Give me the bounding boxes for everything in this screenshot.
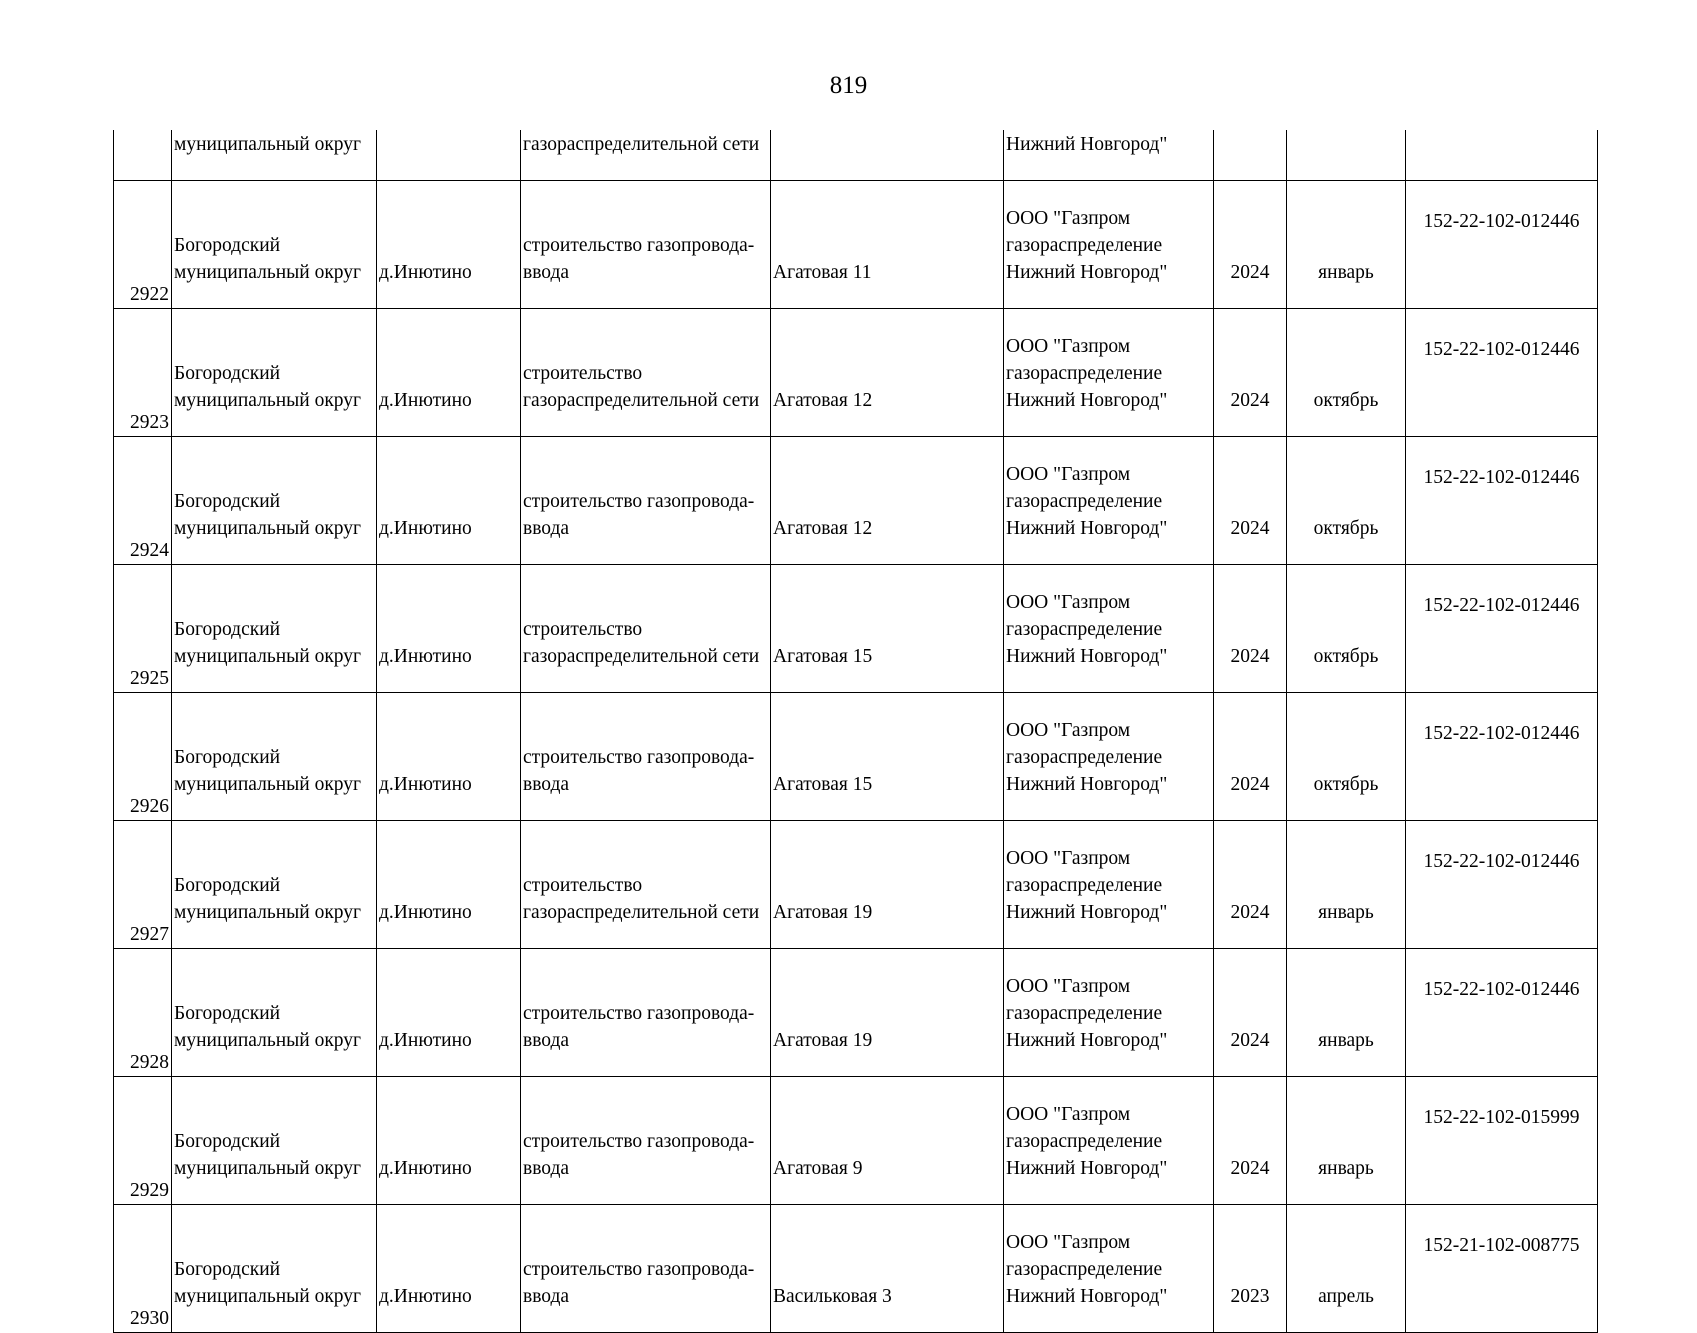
address: Агатовая 12	[773, 518, 873, 539]
month: октябрь	[1313, 518, 1379, 539]
cell-num	[114, 1205, 172, 1333]
locality: д.Инютино	[379, 518, 472, 539]
cell-operator	[1004, 821, 1214, 949]
cell-code	[1406, 949, 1598, 1077]
cell-operator	[1004, 949, 1214, 1077]
cell-num	[114, 309, 172, 437]
registry-code: 152-22-102-012446	[1423, 595, 1580, 616]
registry-code: 152-22-102-012446	[1423, 339, 1580, 360]
cell-month	[1287, 309, 1406, 437]
cell-num	[114, 130, 172, 181]
work-line-1: строительство газопровода-	[523, 491, 755, 512]
work-line-1: строительство газопровода-	[523, 1003, 755, 1024]
district-line-1: Богородский	[174, 1259, 281, 1280]
cell-work	[521, 693, 771, 821]
cell-operator: Нижний Новгород"	[1004, 130, 1214, 181]
locality: д.Инютино	[379, 902, 472, 923]
cell-address	[771, 565, 1004, 693]
year: 2024	[1230, 518, 1270, 539]
district-line-1: Богородский	[174, 363, 281, 384]
page-number: 819	[829, 72, 868, 99]
cell-district	[172, 181, 377, 309]
cell-district	[172, 949, 377, 1077]
locality: д.Инютино	[379, 646, 472, 667]
cell-district	[172, 1077, 377, 1205]
table-row	[114, 1205, 1598, 1333]
cell-work	[521, 1205, 771, 1333]
row-number: 2926	[130, 796, 169, 817]
registry-code: 152-21-102-008775	[1423, 1235, 1580, 1256]
cell-code	[1406, 181, 1598, 309]
cell-work: газораспределительной сети	[521, 130, 771, 181]
cell-work	[521, 181, 771, 309]
cell-code	[1406, 1205, 1598, 1333]
cell-year	[1214, 130, 1287, 181]
row-number: 2924	[130, 540, 169, 561]
cell-locality	[377, 309, 521, 437]
registry-table	[113, 130, 1598, 1333]
operator-line-1: ООО "Газпром	[1006, 1232, 1131, 1253]
year: 2024	[1230, 902, 1270, 923]
district-line-2: муниципальный округ	[174, 518, 362, 539]
work-line-2: ввода	[523, 262, 570, 283]
cell-district	[172, 693, 377, 821]
work-line-1: строительство газопровода-	[523, 235, 755, 256]
continuation-row	[114, 130, 1598, 181]
cell-address	[771, 821, 1004, 949]
cell-year	[1214, 309, 1287, 437]
locality: д.Инютино	[379, 1030, 472, 1051]
cell-operator	[1004, 1205, 1214, 1333]
cell-address	[771, 181, 1004, 309]
registry-code: 152-22-102-012446	[1423, 851, 1580, 872]
registry-code: 152-22-102-012446	[1423, 467, 1580, 488]
cell-operator	[1004, 565, 1214, 693]
cell-year	[1214, 565, 1287, 693]
district-line-2: муниципальный округ	[174, 902, 362, 923]
registry-code: 152-22-102-015999	[1423, 1107, 1580, 1128]
operator-line-3: Нижний Новгород"	[1006, 774, 1168, 795]
year: 2024	[1230, 262, 1270, 283]
cell-locality	[377, 565, 521, 693]
row-number: 2923	[130, 412, 169, 433]
cell-code	[1406, 1077, 1598, 1205]
cell-num	[114, 821, 172, 949]
cell-district	[172, 309, 377, 437]
year: 2024	[1230, 646, 1270, 667]
work-line-2: газораспределительной сети	[523, 902, 760, 923]
month: январь	[1318, 262, 1374, 283]
cell-num	[114, 949, 172, 1077]
district-line-2: муниципальный округ	[174, 1286, 362, 1307]
cell-locality	[377, 949, 521, 1077]
cell-month	[1287, 130, 1406, 181]
cell-month	[1287, 181, 1406, 309]
cell-num	[114, 565, 172, 693]
registry-code: 152-22-102-012446	[1423, 979, 1580, 1000]
locality: д.Инютино	[379, 1286, 472, 1307]
cell-operator	[1004, 437, 1214, 565]
cell-work	[521, 565, 771, 693]
address: Агатовая 19	[773, 902, 873, 923]
locality: д.Инютино	[379, 262, 472, 283]
cell-operator	[1004, 1077, 1214, 1205]
cell-month	[1287, 693, 1406, 821]
district-line-1: Богородский	[174, 1003, 281, 1024]
operator-line-3: Нижний Новгород"	[1006, 262, 1168, 283]
month: октябрь	[1313, 774, 1379, 795]
cell-month	[1287, 949, 1406, 1077]
row-number: 2929	[130, 1180, 169, 1201]
cell-year	[1214, 1205, 1287, 1333]
cell-year	[1214, 949, 1287, 1077]
row-number: 2927	[130, 924, 169, 945]
operator-line-1: ООО "Газпром	[1006, 720, 1131, 741]
work-line-1: строительство	[523, 619, 643, 640]
year: 2024	[1230, 1030, 1270, 1051]
operator-line-2: газораспределение	[1006, 1259, 1163, 1280]
work-line-1: строительство газопровода-	[523, 1131, 755, 1152]
cell-month	[1287, 437, 1406, 565]
work-line-2: ввода	[523, 774, 570, 795]
cell-year	[1214, 437, 1287, 565]
cell-num	[114, 181, 172, 309]
month: январь	[1318, 1030, 1374, 1051]
district-line-1: Богородский	[174, 1131, 281, 1152]
cell-address	[771, 949, 1004, 1077]
operator-line-1: ООО "Газпром	[1006, 1104, 1131, 1125]
row-number: 2922	[130, 284, 169, 305]
operator-line-2: газораспределение	[1006, 363, 1163, 384]
operator-line-1: ООО "Газпром	[1006, 592, 1131, 613]
operator-line-2: газораспределение	[1006, 235, 1163, 256]
cell-num	[114, 693, 172, 821]
address: Агатовая 19	[773, 1030, 873, 1051]
work-line-2: ввода	[523, 518, 570, 539]
cell-address	[771, 693, 1004, 821]
cell-code	[1406, 130, 1598, 181]
locality: д.Инютино	[379, 1158, 472, 1179]
operator-line-3: Нижний Новгород"	[1006, 1158, 1168, 1179]
cell-locality	[377, 437, 521, 565]
operator-line-1: ООО "Газпром	[1006, 848, 1131, 869]
district-line-1: Богородский	[174, 747, 281, 768]
cell-locality	[377, 181, 521, 309]
work-line-1: строительство газопровода-	[523, 747, 755, 768]
table-row	[114, 565, 1598, 693]
cell-work	[521, 309, 771, 437]
operator-line-3: Нижний Новгород"	[1006, 518, 1168, 539]
cell-address	[771, 1205, 1004, 1333]
month: январь	[1318, 902, 1374, 923]
operator-line-2: газораспределение	[1006, 875, 1163, 896]
cell-address	[771, 309, 1004, 437]
month: октябрь	[1313, 390, 1379, 411]
district-line-1: Богородский	[174, 491, 281, 512]
district-line-2: муниципальный округ	[174, 390, 362, 411]
table-row	[114, 309, 1598, 437]
cell-address	[771, 130, 1004, 181]
registry-code: 152-22-102-012446	[1423, 211, 1580, 232]
year: 2024	[1230, 390, 1270, 411]
cell-address	[771, 437, 1004, 565]
year: 2024	[1230, 1158, 1270, 1179]
month: октябрь	[1313, 646, 1379, 667]
cell-work	[521, 437, 771, 565]
district-line-2: муниципальный округ	[174, 774, 362, 795]
operator-line-2: газораспределение	[1006, 747, 1163, 768]
work-line-2: ввода	[523, 1030, 570, 1051]
work-line-2: ввода	[523, 1158, 570, 1179]
table-body	[114, 130, 1598, 1333]
table-row	[114, 181, 1598, 309]
operator-line-3: Нижний Новгород"	[1006, 390, 1168, 411]
cell-month	[1287, 1077, 1406, 1205]
work-line-1: строительство	[523, 363, 643, 384]
cell-year	[1214, 821, 1287, 949]
work-line-2: газораспределительной сети	[523, 646, 760, 667]
operator-line-3: Нижний Новгород"	[1006, 902, 1168, 923]
table-row	[114, 693, 1598, 821]
cell-district	[172, 821, 377, 949]
cell-operator	[1004, 693, 1214, 821]
operator-line-2: газораспределение	[1006, 1131, 1163, 1152]
operator-line-2: газораспределение	[1006, 619, 1163, 640]
month: апрель	[1318, 1286, 1374, 1307]
table-row	[114, 949, 1598, 1077]
row-number: 2930	[130, 1308, 169, 1329]
cell-year	[1214, 693, 1287, 821]
cell-num	[114, 1077, 172, 1205]
cell-district	[172, 437, 377, 565]
address: Васильковая 3	[773, 1286, 892, 1307]
operator-line-1: ООО "Газпром	[1006, 976, 1131, 997]
work-line-2: газораспределительной сети	[523, 390, 760, 411]
district-line-1: Богородский	[174, 235, 281, 256]
cell-operator	[1004, 181, 1214, 309]
year: 2023	[1230, 1286, 1270, 1307]
cell-locality	[377, 1205, 521, 1333]
cell-locality	[377, 1077, 521, 1205]
cell-locality	[377, 130, 521, 181]
district-line-2: муниципальный округ	[174, 1158, 362, 1179]
work-line-1: строительство газопровода-	[523, 1259, 755, 1280]
district-line-2: муниципальный округ	[174, 1030, 362, 1051]
address: Агатовая 15	[773, 774, 873, 795]
table-row	[114, 1077, 1598, 1205]
cell-month	[1287, 1205, 1406, 1333]
cell-month	[1287, 821, 1406, 949]
operator-line-2: газораспределение	[1006, 1003, 1163, 1024]
address: Агатовая 12	[773, 390, 873, 411]
cell-locality	[377, 821, 521, 949]
operator-line-1: ООО "Газпром	[1006, 464, 1131, 485]
district-line-2: муниципальный округ	[174, 262, 362, 283]
cell-code	[1406, 693, 1598, 821]
district-line-1: Богородский	[174, 875, 281, 896]
work-line-2: ввода	[523, 1286, 570, 1307]
cell-num	[114, 437, 172, 565]
registry-code: 152-22-102-012446	[1423, 723, 1580, 744]
month: январь	[1318, 1158, 1374, 1179]
cell-code	[1406, 565, 1598, 693]
cell-locality	[377, 693, 521, 821]
locality: д.Инютино	[379, 774, 472, 795]
operator-line-3: Нижний Новгород"	[1006, 1030, 1168, 1051]
operator-line-3: Нижний Новгород"	[1006, 1286, 1168, 1307]
address: Агатовая 11	[773, 262, 872, 283]
operator-line-2: газораспределение	[1006, 491, 1163, 512]
work-line-1: строительство	[523, 875, 643, 896]
cell-code	[1406, 437, 1598, 565]
address: Агатовая 15	[773, 646, 873, 667]
cell-year	[1214, 1077, 1287, 1205]
cell-month	[1287, 565, 1406, 693]
row-number: 2925	[130, 668, 169, 689]
cell-work	[521, 949, 771, 1077]
operator-line-1: ООО "Газпром	[1006, 208, 1131, 229]
cell-district	[172, 1205, 377, 1333]
cell-year	[1214, 181, 1287, 309]
address: Агатовая 9	[773, 1158, 863, 1179]
cell-operator	[1004, 309, 1214, 437]
cell-district	[172, 565, 377, 693]
cell-address	[771, 1077, 1004, 1205]
district-line-1: Богородский	[174, 619, 281, 640]
district-line-2: муниципальный округ	[174, 646, 362, 667]
row-number: 2928	[130, 1052, 169, 1073]
cell-work	[521, 821, 771, 949]
table-row	[114, 821, 1598, 949]
cell-code	[1406, 309, 1598, 437]
cell-district: муниципальный округ	[172, 130, 377, 181]
locality: д.Инютино	[379, 390, 472, 411]
table-row	[114, 437, 1598, 565]
operator-line-1: ООО "Газпром	[1006, 336, 1131, 357]
cell-code	[1406, 821, 1598, 949]
operator-line-3: Нижний Новгород"	[1006, 646, 1168, 667]
year: 2024	[1230, 774, 1270, 795]
cell-work	[521, 1077, 771, 1205]
